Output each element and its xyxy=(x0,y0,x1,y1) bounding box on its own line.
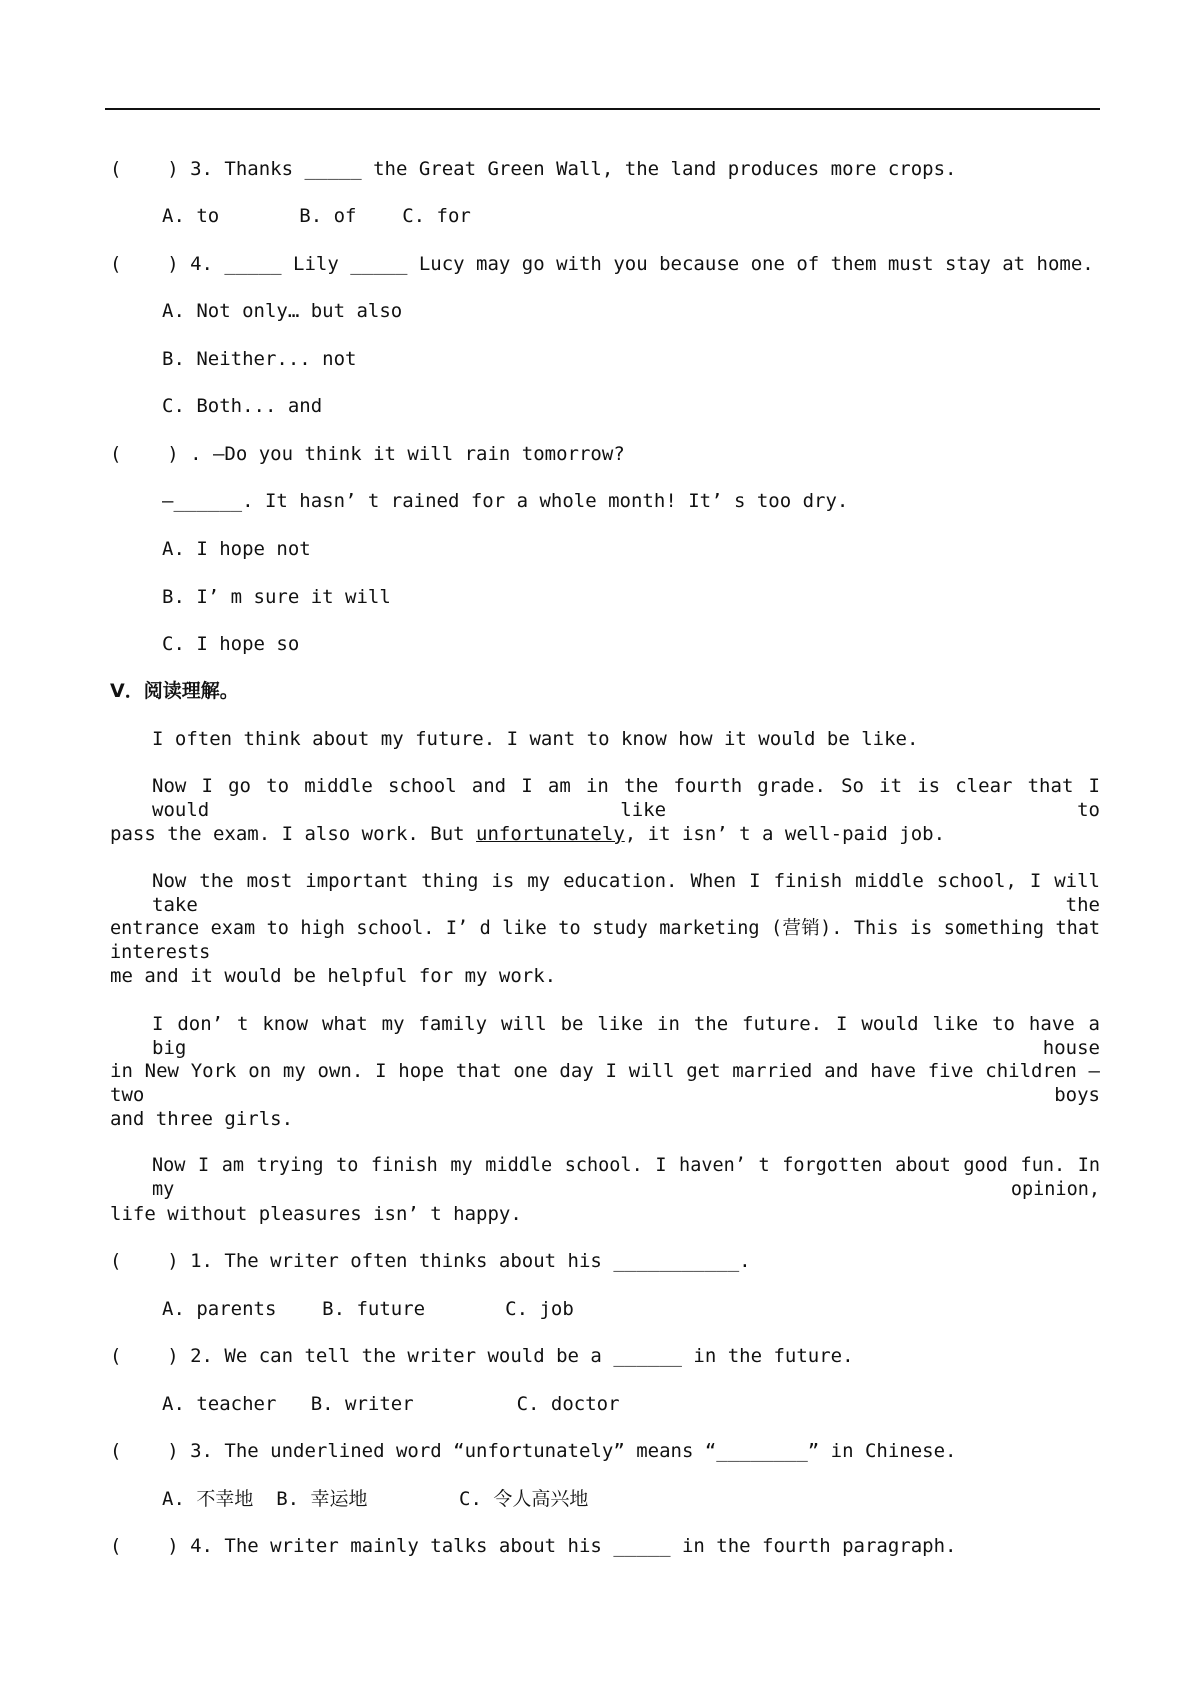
question-3-options: A. to B. of C. for xyxy=(162,205,471,227)
passage-p5-line1: Now I am trying to finish my middle school. I haven’ t forgotten about good fun. In my opinion, xyxy=(152,1155,1100,1200)
reading-question-4: ( ) 4. The writer mainly talks about his _____ in the fourth paragraph. xyxy=(110,1535,957,1557)
question-4: ( ) 4. _____ Lily _____ Lucy may go with you because one of them must stay at home. xyxy=(110,253,1094,275)
underlined-word: unfortunately xyxy=(476,823,625,845)
section-heading: V．阅读理解。 xyxy=(110,680,239,702)
passage-p3-line2: entrance exam to high school. I’ d like to study marketing (营销). This is something that interests xyxy=(110,918,1100,963)
question-4-option-b: B. Neither... not xyxy=(162,348,357,370)
reading-question-1-options: A. parents B. future C. job xyxy=(162,1298,574,1320)
question-5: ( ) . —Do you think it will rain tomorrow? xyxy=(110,443,625,465)
question-5-option-b: B. I’ m sure it will xyxy=(162,586,391,608)
reading-question-1: ( ) 1. The writer often thinks about his ___________. xyxy=(110,1250,751,1272)
passage-p4-line2: in New York on my own. I hope that one day I will get married and have five children — two boys xyxy=(110,1060,1100,1106)
header-rule xyxy=(105,108,1100,110)
question-4-option-a: A. Not only… but also xyxy=(162,300,403,322)
passage-p4-line3: and three girls. xyxy=(110,1108,294,1130)
question-5-option-c: C. I hope so xyxy=(162,633,300,655)
passage-p2-line2 xyxy=(110,822,945,846)
passage-p2-line1: Now I go to middle school and I am in the fourth grade. So it is clear that I would like to xyxy=(152,775,1100,821)
question-3: ( ) 3. Thanks _____ the Great Green Wall, the land produces more crops. xyxy=(110,158,957,180)
reading-question-3: ( ) 3. The underlined word “unfortunately” means “________” in Chinese. xyxy=(110,1440,957,1462)
reading-question-3-options: A. 不幸地 B. 幸运地 C. 令人高兴地 xyxy=(162,1488,589,1510)
passage-p3-line3: me and it would be helpful for my work. xyxy=(110,965,557,987)
reading-question-2: ( ) 2. We can tell the writer would be a ______ in the future. xyxy=(110,1345,854,1367)
passage-p1: I often think about my future. I want to know how it would be like. xyxy=(152,728,919,750)
question-5-option-a: A. I hope not xyxy=(162,538,311,560)
passage-p5-line2: life without pleasures isn’ t happy. xyxy=(110,1203,522,1225)
passage-p4-line1: I don’ t know what my family will be like in the future. I would like to have a big house xyxy=(152,1013,1100,1059)
passage-p3-line1: Now the most important thing is my education. When I finish middle school, I will take the xyxy=(152,870,1100,916)
passage-text: , it isn’ t a well-paid job. xyxy=(624,823,946,845)
reading-question-2-options: A. teacher B. writer C. doctor xyxy=(162,1393,620,1415)
question-5-reply: —______. It hasn’ t rained for a whole month! It’ s too dry. xyxy=(162,490,849,512)
passage-text: pass the exam. I also work. But xyxy=(110,823,477,845)
question-4-option-c: C. Both... and xyxy=(162,395,323,417)
